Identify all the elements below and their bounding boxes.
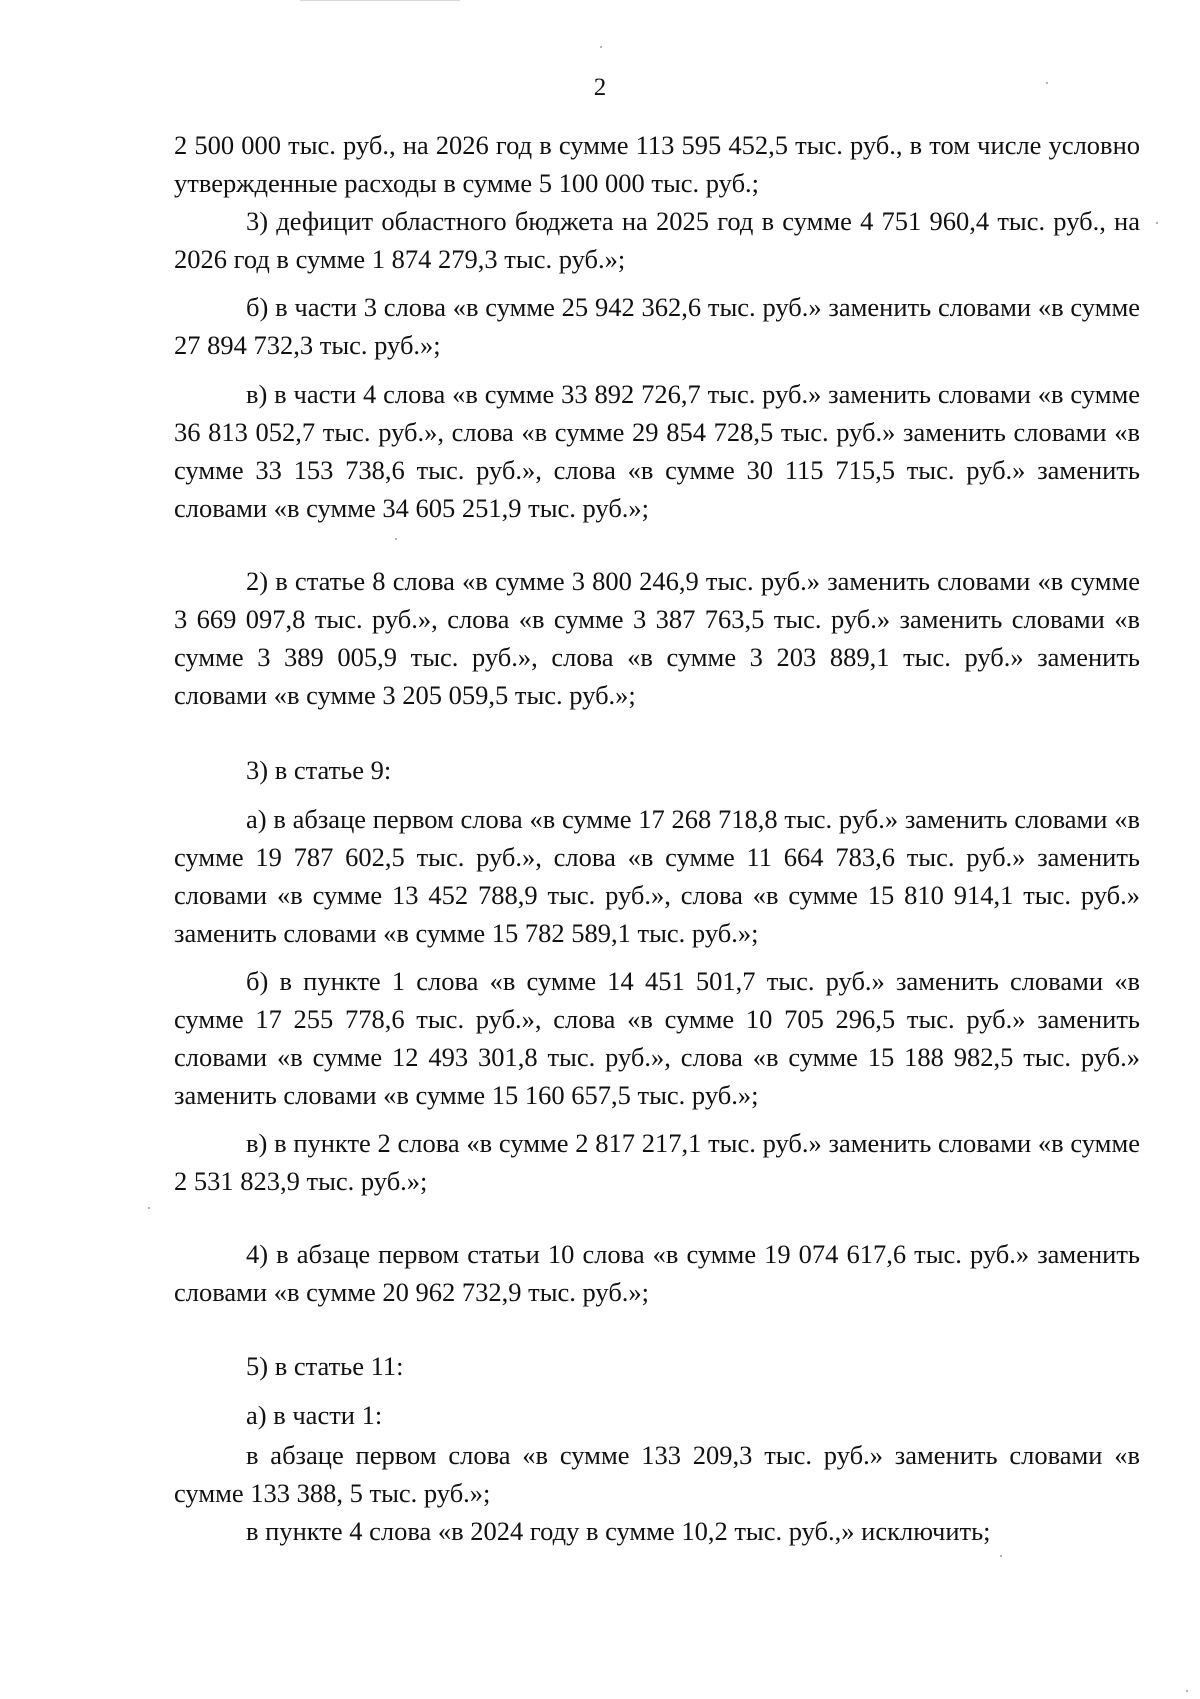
paragraph-article-9-a: а) в абзаце первом слова «в сумме 17 268 718,8 тыс. руб.» заменить словами «в сумме 19 787 602,5 тыс. руб.», слова «в сумме 11 664 783,6 тыс. руб.» заменить словами «в сумме 13 452 788,9 тыс. руб.», слова «в сумме 15 810 914,1 тыс. руб.» заменить словами «в сумме 15 782 589,1 тыс. руб.»; [174,804,1140,948]
paragraph-article-11-point-4: в пункте 4 слова «в 2024 году в сумме 10,2 тыс. руб.,» исключить; [246,1516,991,1546]
paragraph-article-11-first-abzac: в абзаце первом слова «в сумме 133 209,3 тыс. руб.» заменить словами «в сумме 133 388, 5 тыс. руб.»; [174,1440,1140,1508]
scan-speck [600,46,602,48]
scan-speck [1186,1690,1188,1692]
paragraph-article-9-heading: 3) в статье 9: [246,755,392,785]
scan-speck [148,1207,150,1209]
paragraph-continuation: 2 500 000 тыс. руб., на 2026 год в сумме 113 595 452,5 тыс. руб., в том числе условно утвержденные расходы в сумме 5 100 000 тыс. руб.; [174,130,1140,198]
paragraph-deficit: 3) дефицит областного бюджета на 2025 год в сумме 4 751 960,4 тыс. руб., на 2026 год в сумме 1 874 279,3 тыс. руб.»; [174,206,1140,274]
paragraph-article-9-b: б) в пункте 1 слова «в сумме 14 451 501,7 тыс. руб.» заменить словами «в сумме 17 255 778,6 тыс. руб.», слова «в сумме 10 705 296,5 тыс. руб.» заменить словами «в сумме 12 493 301,8 тыс. руб.», слова «в сумме 15 188 982,5 тыс. руб.» заменить словами «в сумме 15 160 657,5 тыс. руб.»; [174,966,1140,1110]
paragraph-b-part-3: б) в части 3 слова «в сумме 25 942 362,6 тыс. руб.» заменить словами «в сумме 27 894 732,3 тыс. руб.»; [174,292,1140,360]
scan-speck [395,538,397,540]
paragraph-article-10: 4) в абзаце первом статьи 10 слова «в сумме 19 074 617,6 тыс. руб.» заменить словами «в сумме 20 962 732,9 тыс. руб.»; [174,1239,1140,1307]
paragraph-article-8: 2) в статье 8 слова «в сумме 3 800 246,9 тыс. руб.» заменить словами «в сумме 3 669 097,8 тыс. руб.», слова «в сумме 3 387 763,5 тыс. руб.» заменить словами «в сумме 3 389 005,9 тыс. руб.», слова «в сумме 3 203 889,1 тыс. руб.» заменить словами «в сумме 3 205 059,5 тыс. руб.»; [174,566,1140,710]
scan-artifact-top-line [300,0,460,1]
paragraph-article-11-heading: 5) в статье 11: [246,1351,404,1381]
scan-speck [1156,222,1158,224]
page-number: 2 [593,74,607,101]
paragraph-v-part-4: в) в части 4 слова «в сумме 33 892 726,7 тыс. руб.» заменить словами «в сумме 36 813 052,7 тыс. руб.», слова «в сумме 29 854 728,5 тыс. руб.» заменить словами «в сумме 33 153 738,6 тыс. руб.», слова «в сумме 30 115 715,5 тыс. руб.» заменить словами «в сумме 34 605 251,9 тыс. руб.»; [174,379,1140,523]
paragraph-article-11-part-1: а) в части 1: [246,1400,383,1430]
scan-speck [1000,1555,1002,1557]
paragraph-article-9-v: в) в пункте 2 слова «в сумме 2 817 217,1 тыс. руб.» заменить словами «в сумме 2 531 823,9 тыс. руб.»; [174,1128,1140,1196]
